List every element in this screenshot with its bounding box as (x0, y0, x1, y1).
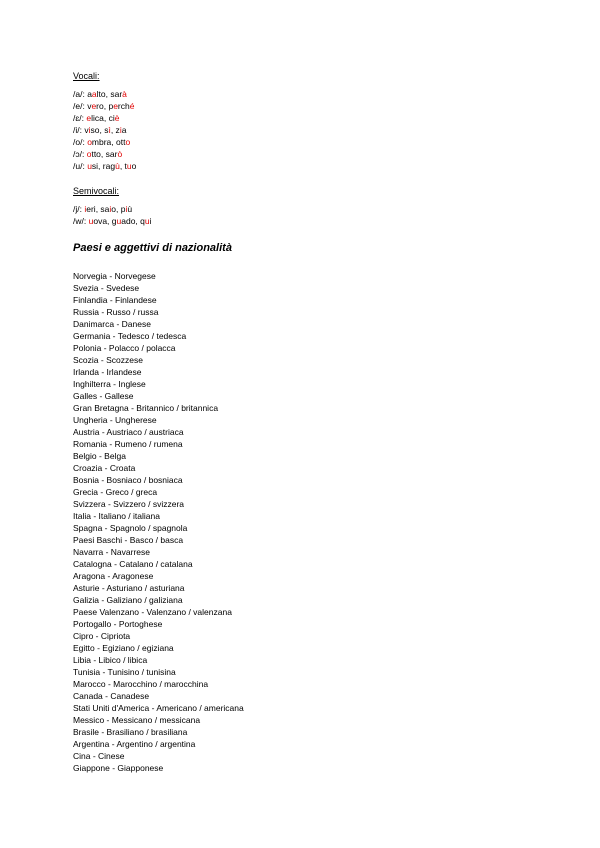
vowel-line: /a/: aalto, sarà (73, 89, 127, 99)
highlighted-letter: é (129, 101, 135, 111)
highlighted-letter: e (86, 113, 92, 123)
country-item: Asturie - Asturiano / asturiana (73, 583, 185, 593)
country-item: Irlanda - Irlandese (73, 367, 142, 377)
highlighted-letter: ì (108, 125, 111, 135)
country-item: Libia - Libico / libica (73, 655, 148, 665)
country-item: Svezia - Svedese (73, 283, 140, 293)
ipa-symbol: /a/ (73, 89, 83, 99)
ipa-symbol: /e/ (73, 101, 83, 111)
country-item: Croazia - Croata (73, 463, 136, 473)
highlighted-letter: à (122, 89, 127, 99)
country-item: Bosnia - Bosniaco / bosniaca (73, 475, 183, 485)
example-text: o, p (111, 204, 126, 214)
section-title: Paesi e aggettivi di nazionalità (73, 242, 232, 254)
country-item: Ungheria - Ungherese (73, 415, 157, 425)
example-text: ro, p (96, 101, 114, 111)
example-text: eri, sa (86, 204, 110, 214)
example-text: rch (117, 101, 130, 111)
semivocali-list (73, 203, 553, 227)
country-item: Catalogna - Catalano / catalana (73, 559, 193, 569)
highlighted-letter: u (116, 216, 122, 226)
country-item: Portogallo - Portoghese (73, 619, 163, 629)
country-item: Norvegia - Norvegese (73, 271, 156, 281)
country-item: Messico - Messicano / messicana (73, 715, 201, 725)
semivowel-line: /w/: uova, guado, qui (73, 216, 152, 226)
vowel-line: /ɛ/: elica, ciè (73, 113, 120, 123)
example-text: , z (110, 125, 120, 135)
country-item: Stati Uniti d'America - Americano / americana (73, 703, 244, 713)
highlighted-letter: i (109, 204, 112, 214)
country-item: Argentina - Argentino / argentina (73, 739, 196, 749)
country-item: Galizia - Galiziano / galiziana (73, 595, 183, 605)
highlighted-letter: i (84, 204, 87, 214)
country-item: Giappone - Giapponese (73, 763, 164, 773)
country-item: Grecia - Greco / greca (73, 487, 158, 497)
highlighted-letter: e (113, 101, 118, 111)
highlighted-letter: è (114, 113, 120, 123)
highlighted-letter: o (125, 137, 131, 147)
country-item: Cipro - Cipriota (73, 631, 131, 641)
highlighted-letter: o (87, 137, 92, 147)
example-text: i (149, 216, 152, 226)
highlighted-letter: u (88, 216, 94, 226)
highlighted-letter: a (91, 89, 97, 99)
country-item: Gran Bretagna - Britannico / britannica (73, 403, 219, 413)
example-text: o (131, 161, 137, 171)
example-text: so, s (90, 125, 109, 135)
ipa-symbol: /ɔ/ (73, 149, 82, 159)
example-text: a (121, 125, 127, 135)
country-item: Brasile - Brasiliano / brasiliana (73, 727, 188, 737)
country-item: Romania - Rumeno / rumena (73, 439, 183, 449)
document-page (73, 70, 553, 774)
country-item: Belgio - Belga (73, 451, 126, 461)
country-item: Russia - Russo / russa (73, 307, 159, 317)
country-item: Polonia - Polacco / polacca (73, 343, 176, 353)
country-item: Navarra - Navarrese (73, 547, 150, 557)
example-text: ova, g (93, 216, 117, 226)
countries-list (73, 270, 553, 774)
country-item: Danimarca - Danese (73, 319, 151, 329)
example-text: si, rag (91, 161, 116, 171)
country-item: Inghilterra - Inglese (73, 379, 146, 389)
country-item: Paesi Baschi - Basco / basca (73, 535, 184, 545)
highlighted-letter: ò (117, 149, 123, 159)
semivowel-line: /j/: ieri, saio, più (73, 204, 133, 214)
country-item: Aragona - Aragonese (73, 571, 154, 581)
example-text: lica, ci (91, 113, 115, 123)
vowel-line: /o/: ombra, otto (73, 137, 131, 147)
country-item: Tunisia - Tunisino / tunisina (73, 667, 176, 677)
example-text: , t (119, 161, 127, 171)
highlighted-letter: u (144, 216, 150, 226)
example-text: v (87, 101, 92, 111)
country-item: Egitto - Egiziano / egiziana (73, 643, 174, 653)
example-text: v (84, 125, 89, 135)
highlighted-letter: u (126, 161, 132, 171)
example-text: lto, sar (96, 89, 123, 99)
highlighted-letter: i (125, 204, 128, 214)
vocali-list (73, 88, 553, 172)
semivocali-heading: Semivocali: (73, 186, 120, 196)
country-item: Spagna - Spagnolo / spagnola (73, 523, 188, 533)
ipa-symbol: /ɛ/ (73, 113, 82, 123)
vowel-line: /i/: viso, sì, zia (73, 125, 127, 135)
highlighted-letter: o (86, 149, 92, 159)
ipa-symbol: /u/ (73, 161, 83, 171)
country-item: Italia - Italiano / italiana (73, 511, 160, 521)
country-item: Finlandia - Finlandese (73, 295, 157, 305)
vowel-line: /u/: usi, ragù, tuo (73, 161, 137, 171)
vocali-heading: Vocali: (73, 71, 100, 81)
example-text: a (87, 89, 92, 99)
country-item: Galles - Gallese (73, 391, 134, 401)
ipa-symbol: /w/ (73, 216, 84, 226)
country-item: Austria - Austriaco / austriaca (73, 427, 184, 437)
highlighted-letter: ù (115, 161, 120, 171)
vowel-line: /e/: vero, perché (73, 101, 135, 111)
example-text: ù (127, 204, 133, 214)
highlighted-letter: i (88, 125, 91, 135)
example-text: mbra, ott (91, 137, 126, 147)
country-item: Paese Valenzano - Valenzano / valenzana (73, 607, 232, 617)
highlighted-letter: i (119, 125, 122, 135)
ipa-symbol: /j/ (73, 204, 80, 214)
country-item: Scozia - Scozzese (73, 355, 143, 365)
country-item: Canada - Canadese (73, 691, 150, 701)
country-item: Marocco - Marocchino / marocchina (73, 679, 209, 689)
country-item: Svizzera - Svizzero / svizzera (73, 499, 184, 509)
example-text: ado, q (121, 216, 145, 226)
example-text: tto, sar (91, 149, 118, 159)
country-item: Cina - Cinese (73, 751, 125, 761)
vowel-line: /ɔ/: otto, sarò (73, 149, 123, 159)
country-item: Germania - Tedesco / tedesca (73, 331, 187, 341)
ipa-symbol: /i/ (73, 125, 80, 135)
highlighted-letter: e (91, 101, 97, 111)
highlighted-letter: u (87, 161, 92, 171)
ipa-symbol: /o/ (73, 137, 83, 147)
